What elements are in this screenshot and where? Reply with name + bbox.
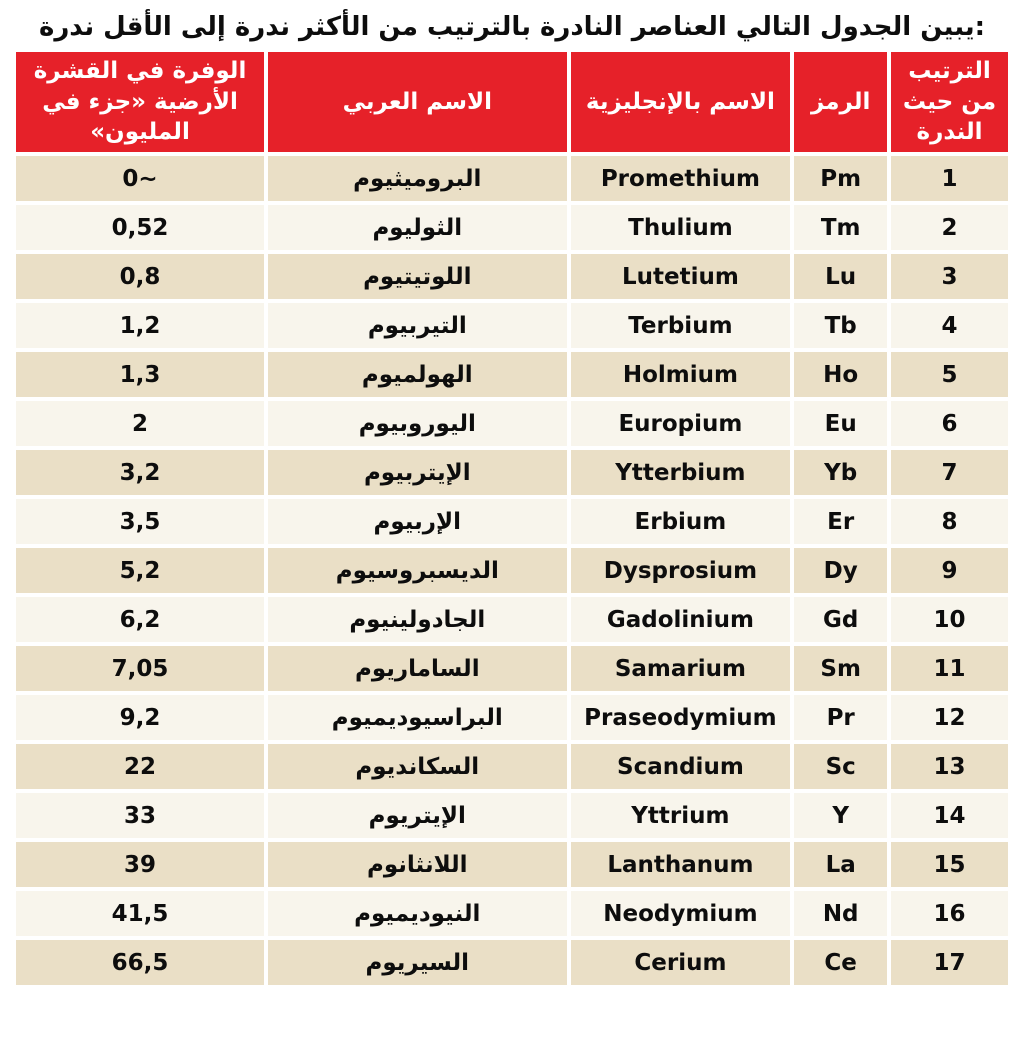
cell-abundance-ppm: 22 — [16, 744, 264, 789]
cell-rank: 9 — [891, 548, 1008, 593]
cell-symbol: Er — [794, 499, 887, 544]
table-header — [16, 52, 1008, 152]
cell-english-name: Praseodymium — [571, 695, 791, 740]
cell-rank: 5 — [891, 352, 1008, 397]
cell-english-name: Dysprosium — [571, 548, 791, 593]
cell-english-name: Europium — [571, 401, 791, 446]
header-arabic-name: الاسم العربي — [268, 52, 566, 152]
cell-arabic-name: اليوروبيوم — [268, 401, 566, 446]
header-symbol: الرمز — [794, 52, 887, 152]
cell-english-name: Lutetium — [571, 254, 791, 299]
cell-abundance-ppm: 0,8 — [16, 254, 264, 299]
cell-symbol: Sc — [794, 744, 887, 789]
elements-table-wrapper — [12, 48, 1012, 989]
cell-arabic-name: اللانثانوم — [268, 842, 566, 887]
cell-english-name: Neodymium — [571, 891, 791, 936]
cell-english-name: Holmium — [571, 352, 791, 397]
cell-arabic-name: الإيتربيوم — [268, 450, 566, 495]
cell-abundance-ppm: 1,3 — [16, 352, 264, 397]
table-row — [16, 940, 1008, 985]
cell-arabic-name: البروميثيوم — [268, 156, 566, 201]
cell-symbol: Sm — [794, 646, 887, 691]
cell-rank: 11 — [891, 646, 1008, 691]
cell-symbol: Tm — [794, 205, 887, 250]
cell-rank: 14 — [891, 793, 1008, 838]
cell-english-name: Erbium — [571, 499, 791, 544]
cell-rank: 3 — [891, 254, 1008, 299]
cell-abundance-ppm: 3,5 — [16, 499, 264, 544]
cell-arabic-name: الإربيوم — [268, 499, 566, 544]
cell-english-name: Promethium — [571, 156, 791, 201]
cell-arabic-name: التيربيوم — [268, 303, 566, 348]
table-body — [16, 156, 1008, 985]
table-row — [16, 548, 1008, 593]
cell-arabic-name: الثوليوم — [268, 205, 566, 250]
cell-arabic-name: الساماريوم — [268, 646, 566, 691]
cell-arabic-name: اللوتيتيوم — [268, 254, 566, 299]
cell-abundance-ppm: 33 — [16, 793, 264, 838]
table-row — [16, 450, 1008, 495]
cell-english-name: Cerium — [571, 940, 791, 985]
cell-arabic-name: الجادولينيوم — [268, 597, 566, 642]
table-row — [16, 499, 1008, 544]
table-row — [16, 401, 1008, 446]
cell-arabic-name: الهولميوم — [268, 352, 566, 397]
cell-symbol: Ho — [794, 352, 887, 397]
cell-abundance-ppm: 2 — [16, 401, 264, 446]
cell-arabic-name: الديسبروسيوم — [268, 548, 566, 593]
cell-symbol: Tb — [794, 303, 887, 348]
cell-rank: 12 — [891, 695, 1008, 740]
cell-symbol: Pr — [794, 695, 887, 740]
cell-english-name: Samarium — [571, 646, 791, 691]
cell-rank: 6 — [891, 401, 1008, 446]
table-row — [16, 205, 1008, 250]
cell-symbol: Ce — [794, 940, 887, 985]
cell-english-name: Terbium — [571, 303, 791, 348]
cell-arabic-name: السكانديوم — [268, 744, 566, 789]
cell-symbol: Gd — [794, 597, 887, 642]
header-english-name: الاسم بالإنجليزية — [571, 52, 791, 152]
table-row — [16, 303, 1008, 348]
header-row — [16, 52, 1008, 152]
cell-abundance-ppm: 66,5 — [16, 940, 264, 985]
cell-english-name: Gadolinium — [571, 597, 791, 642]
cell-arabic-name: البراسيوديميوم — [268, 695, 566, 740]
cell-abundance-ppm: 6,2 — [16, 597, 264, 642]
table-row — [16, 695, 1008, 740]
cell-abundance-ppm: 41,5 — [16, 891, 264, 936]
table-row — [16, 156, 1008, 201]
table-row — [16, 891, 1008, 936]
cell-arabic-name: السيريوم — [268, 940, 566, 985]
table-row — [16, 597, 1008, 642]
cell-arabic-name: الإيتريوم — [268, 793, 566, 838]
cell-rank: 7 — [891, 450, 1008, 495]
cell-abundance-ppm: 7,05 — [16, 646, 264, 691]
table-row — [16, 352, 1008, 397]
cell-symbol: Yb — [794, 450, 887, 495]
table-row — [16, 842, 1008, 887]
cell-english-name: Ytterbium — [571, 450, 791, 495]
cell-abundance-ppm: 39 — [16, 842, 264, 887]
cell-symbol: Eu — [794, 401, 887, 446]
cell-rank: 17 — [891, 940, 1008, 985]
cell-rank: 13 — [891, 744, 1008, 789]
header-rank: الترتيب من حيث الندرة — [891, 52, 1008, 152]
cell-rank: 2 — [891, 205, 1008, 250]
cell-english-name: Lanthanum — [571, 842, 791, 887]
cell-symbol: Y — [794, 793, 887, 838]
cell-abundance-ppm: 0~ — [16, 156, 264, 201]
cell-abundance-ppm: 1,2 — [16, 303, 264, 348]
cell-rank: 8 — [891, 499, 1008, 544]
cell-symbol: Nd — [794, 891, 887, 936]
table-row — [16, 646, 1008, 691]
cell-symbol: Pm — [794, 156, 887, 201]
cell-abundance-ppm: 9,2 — [16, 695, 264, 740]
cell-rank: 4 — [891, 303, 1008, 348]
cell-english-name: Thulium — [571, 205, 791, 250]
cell-rank: 10 — [891, 597, 1008, 642]
cell-rank: 16 — [891, 891, 1008, 936]
table-row — [16, 254, 1008, 299]
cell-arabic-name: النيوديميوم — [268, 891, 566, 936]
cell-symbol: Dy — [794, 548, 887, 593]
cell-abundance-ppm: 0,52 — [16, 205, 264, 250]
cell-abundance-ppm: 5,2 — [16, 548, 264, 593]
page-title: يبين الجدول التالي العناصر النادرة بالترتيب من الأكثر ندرة إلى الأقل ندرة: — [38, 12, 986, 42]
cell-english-name: Scandium — [571, 744, 791, 789]
cell-symbol: Lu — [794, 254, 887, 299]
cell-rank: 1 — [891, 156, 1008, 201]
cell-abundance-ppm: 3,2 — [16, 450, 264, 495]
cell-rank: 15 — [891, 842, 1008, 887]
table-row — [16, 744, 1008, 789]
cell-english-name: Yttrium — [571, 793, 791, 838]
header-abundance: الوفرة في القشرة الأرضية «جزء في المليون» — [16, 52, 264, 152]
table-row — [16, 793, 1008, 838]
rare-elements-table — [12, 48, 1012, 989]
cell-symbol: La — [794, 842, 887, 887]
